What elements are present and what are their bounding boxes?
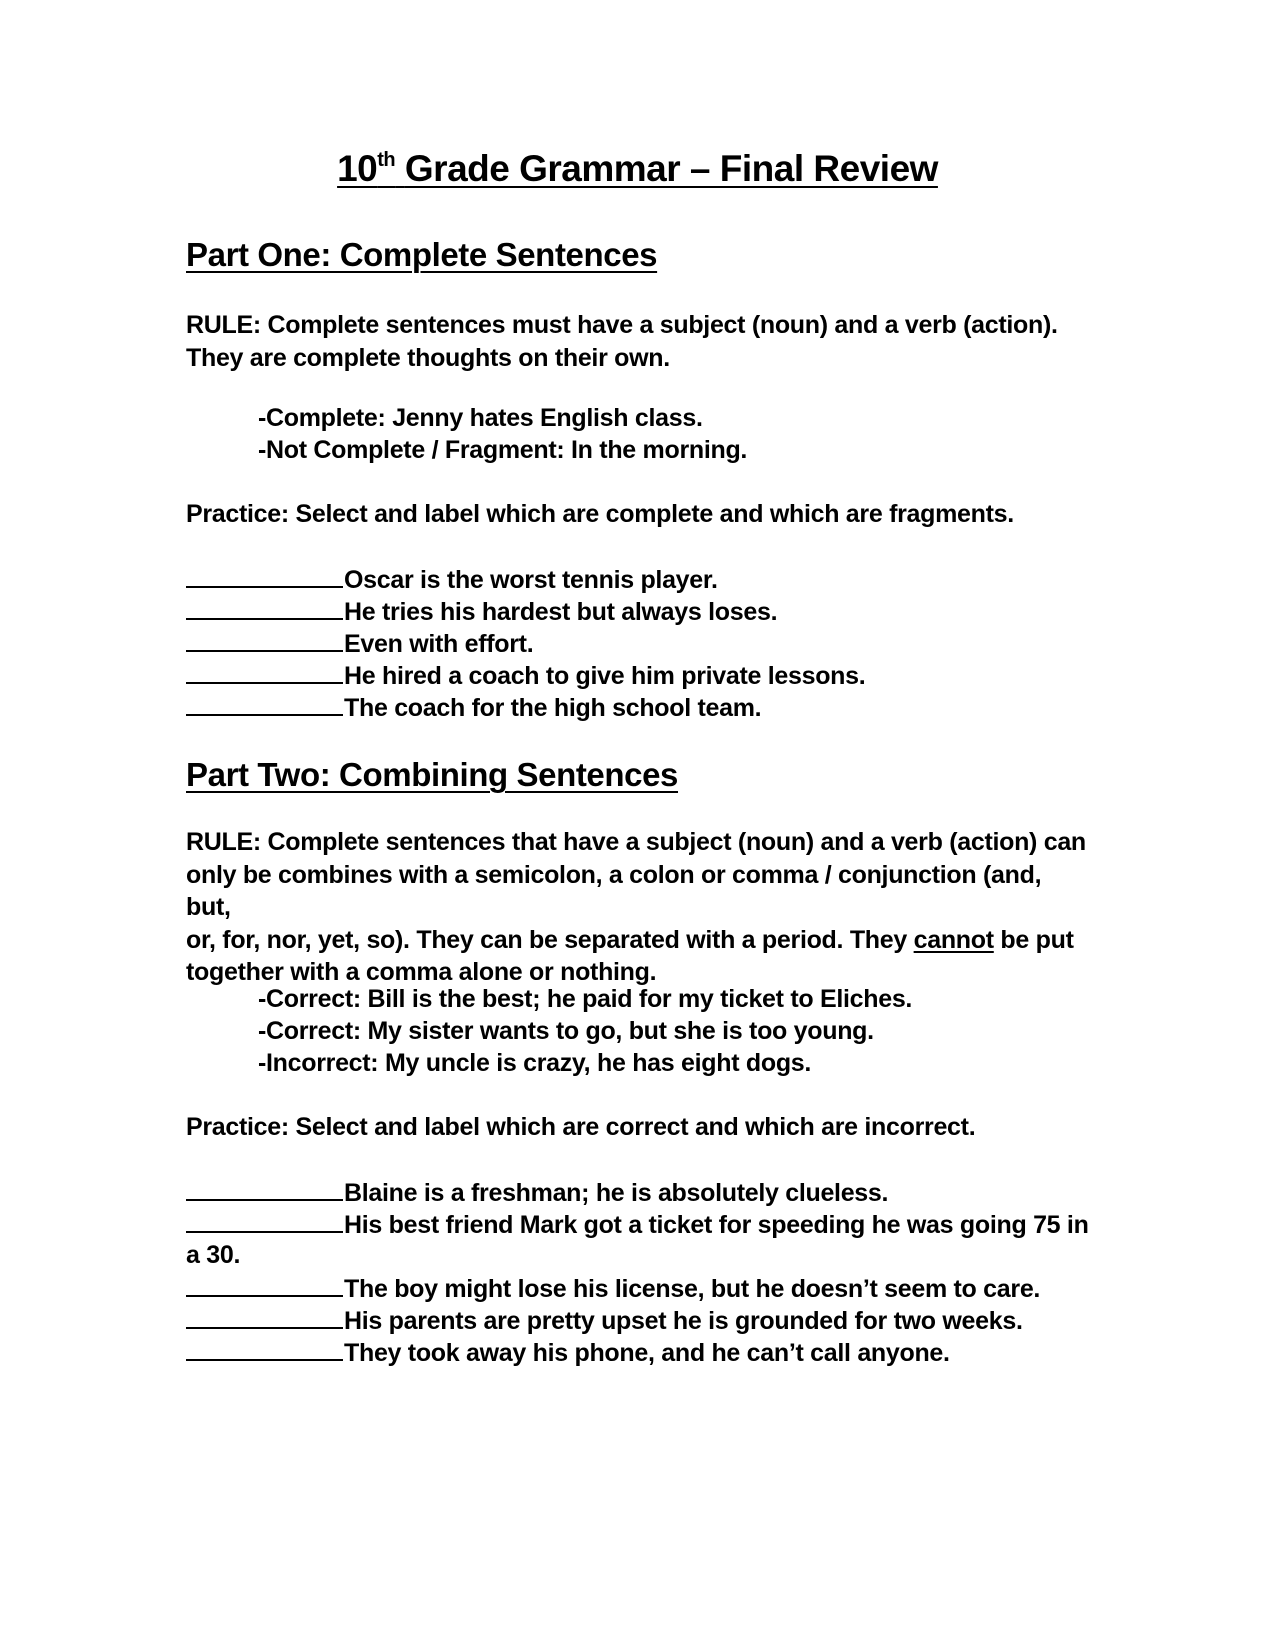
answer-blank[interactable] [186, 658, 343, 684]
rule-line: RULE: Complete sentences must have a subject (noun) and a verb (action). [186, 311, 1058, 339]
practice-item: Oscar is the worst tennis player. [186, 562, 718, 596]
answer-blank[interactable] [186, 626, 343, 652]
answer-blank[interactable] [186, 562, 343, 588]
practice-item: His parents are pretty upset he is grounded for two weeks. [186, 1303, 1023, 1337]
title-ordinal: th [377, 149, 396, 171]
practice-item-continuation: a 30. [186, 1241, 241, 1269]
answer-blank[interactable] [186, 594, 343, 620]
rule-line: only be combines with a semicolon, a colon or comma / conjunction (and, but, [186, 860, 1042, 921]
page-title [0, 148, 1275, 190]
rule-line: or, for, nor, yet, so). They can be separated with a period. They cannot be put [186, 925, 1074, 954]
example-line: -Complete: Jenny hates English class. [258, 404, 703, 432]
rule-line: RULE: Complete sentences that have a subject (noun) and a verb (action) can [186, 828, 1086, 856]
example-line: -Not Complete / Fragment: In the morning. [258, 436, 748, 464]
practice-instruction: Practice: Select and label which are complete and which are fragments. [186, 500, 1014, 528]
practice-item: Even with effort. [186, 626, 533, 660]
rule-line: They are complete thoughts on their own. [186, 343, 670, 372]
part-one-rule [186, 309, 1086, 374]
answer-blank[interactable] [186, 1335, 343, 1361]
part-two-heading: Part Two: Combining Sentences [186, 756, 679, 793]
title-grade: 10 [337, 148, 378, 189]
rule-line: together with a comma alone or nothing. [186, 958, 657, 986]
example-line: -Correct: Bill is the best; he paid for my ticket to Eliches. [258, 985, 913, 1013]
answer-blank[interactable] [186, 690, 343, 716]
answer-blank[interactable] [186, 1303, 343, 1329]
title-rest: Grade Grammar – Final Review [404, 148, 938, 189]
practice-item: Blaine is a freshman; he is absolutely clueless. [186, 1175, 888, 1209]
emphasis-cannot: cannot [913, 925, 994, 954]
example-line: -Incorrect: My uncle is crazy, he has eight dogs. [258, 1049, 812, 1077]
practice-item: The coach for the high school team. [186, 690, 761, 724]
practice-item: His best friend Mark got a ticket for speeding he was going 75 in [186, 1207, 1089, 1241]
answer-blank[interactable] [186, 1175, 343, 1201]
example-line: -Correct: My sister wants to go, but she is too young. [258, 1017, 874, 1045]
practice-item: He tries his hardest but always loses. [186, 594, 777, 628]
practice-item: The boy might lose his license, but he doesn’t seem to care. [186, 1271, 1040, 1305]
part-two-rule [186, 826, 1086, 989]
answer-blank[interactable] [186, 1271, 343, 1297]
practice-item: He hired a coach to give him private lessons. [186, 658, 865, 692]
practice-item: They took away his phone, and he can’t call anyone. [186, 1335, 950, 1369]
part-one-heading: Part One: Complete Sentences [186, 236, 658, 273]
practice-instruction: Practice: Select and label which are correct and which are incorrect. [186, 1113, 976, 1141]
answer-blank[interactable] [186, 1207, 343, 1233]
